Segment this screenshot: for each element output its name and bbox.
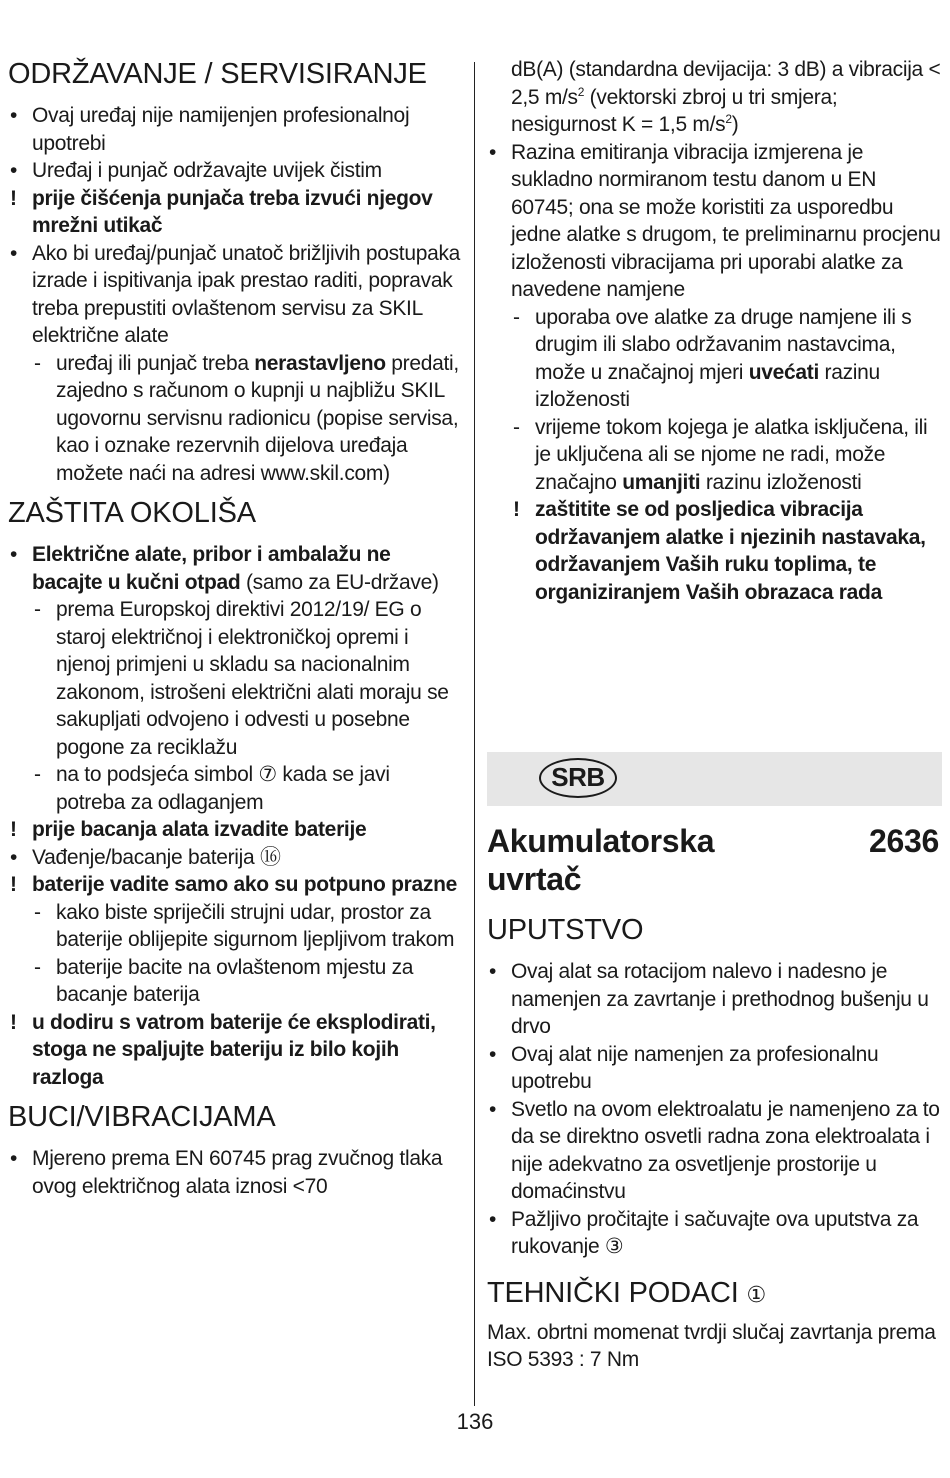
country-badge: SRB — [539, 758, 617, 798]
manual-block — [487, 912, 943, 1374]
bullet-marker: • — [489, 1097, 497, 1121]
bullet-marker: • — [10, 1147, 18, 1170]
bullet-marker: • — [10, 543, 18, 566]
bullet-marker: • — [10, 241, 18, 265]
manual-heading: UPUTSTVO — [487, 914, 644, 946]
list-item: • Mjereno prema EN 60745 prag zvučnog tlaka ovog električnog alata iznosi <70 — [10, 1147, 443, 1198]
sub-item: - na to podsjeća simbol ⑦ kada se javi potreba za odlaganjem — [34, 763, 390, 814]
dash-marker: - — [34, 351, 41, 375]
noise-heading: BUCI/VIBRACIJAMA — [8, 1101, 276, 1133]
list-item: • Razina emitiranja vibracija izmjerena je sukladno normiranom testu danom u EN 60745; ona se može koristiti za usporedbu jedne alatke s drugom, te preliminarnu procjenu izloženosti vibracijama pri uporabi alatke za navedene namjene — [489, 140, 941, 301]
dash-marker: - — [513, 415, 520, 439]
figure-ref: ① — [746, 1281, 766, 1307]
warning-item: ! zaštitite se od posljedica vibracija održavanjem alatke i njezinih nastavaka, održavanjem Vaših ruku toplima, te organiziranjem Vaših obrazaca rada — [513, 498, 926, 604]
list-item: • Pažljivo pročitajte i sačuvajte ova uputstva za rukovanje ③ — [489, 1207, 919, 1258]
environment-heading: ZAŠTITA OKOLIŠA — [8, 497, 256, 529]
bullet-marker: • — [10, 159, 18, 182]
bullet-marker: • — [489, 960, 497, 983]
warning-marker: ! — [513, 498, 520, 521]
list-item: • Ovaj alat sa rotacijom nalevo i nadesno je namenjen za zavrtanje i prethodnog bušenju u drvo — [489, 960, 929, 1038]
left-column — [8, 56, 464, 1200]
dash-marker: - — [34, 900, 41, 924]
maintenance-heading: ODRŽAVANJE / SERVISIRANJE — [8, 58, 427, 90]
dash-marker: - — [513, 305, 520, 329]
sub-item: - uređaj ili punjač treba nerastavljeno predati, zajedno s računom o kupnji u najbližu SKIL ugovornu servisnu radionicu (popise servisa, kao i oznake rezervnih dijelova uređaja možete naći na adresi www.skil.com) — [34, 351, 459, 485]
sub-item: - prema Europskoj direktivi 2012/19/ EG o staroj električnoj i elektroničkoj opremi i njenoj primjeni u skladu sa nacionalnim zakonom, istrošeni električni alati moraju se sakupljati odvojeno i odvesti u posebne pogone za reciklažu — [34, 598, 449, 759]
bullet-marker: • — [10, 104, 18, 127]
warning-item: ! prije čišćenja punjača treba izvući njegov mrežni utikač — [10, 186, 433, 237]
noise-continuation: dB(A) (standardna devijacija: 3 dB) a vibracija < 2,5 $m/s^2$ (vektorski zbroj u tri smjera; nesigurnost K = 1,5 $m/s^2$) — [511, 58, 941, 136]
warning-marker: ! — [10, 186, 17, 210]
page-number: 136 — [456, 1409, 494, 1434]
list-item: • Vađenje/bacanje baterija ⑯ — [8, 844, 464, 872]
warning-item: ! baterije vadite samo ako su potpuno prazne — [8, 871, 464, 899]
product-number: 2636 — [869, 823, 939, 859]
bullet-marker: • — [489, 140, 497, 164]
sub-item: - kako biste spriječili strujni udar, prostor za baterije oblijepite sigurnom ljepljivom trakom — [34, 900, 455, 951]
sub-item: - vrijeme tokom kojega je alatka isključena, ili je uključena ali se njome ne radi, može značajno umanjiti razinu izloženosti — [513, 415, 928, 494]
warning-item: ! u dodiru s vatrom baterije će eksplodirati, stoga ne spaljujte bateriju iz bilo kojih razloga — [10, 1010, 436, 1089]
bullet-marker: • — [489, 1207, 497, 1231]
dash-marker: - — [34, 955, 41, 979]
warning-item: ! prije bacanja alata izvadite baterije — [8, 816, 464, 844]
right-column — [487, 56, 943, 606]
product-name: Akumulatorska uvrtač — [487, 823, 715, 897]
sub-item: - baterije bacite na ovlaštenom mjestu za bacanje baterija — [34, 955, 414, 1006]
list-item: • Električne alate, pribor i ambalažu ne bacajte u kučni otpad (samo za EU-države) — [10, 543, 439, 594]
dash-marker: - — [34, 598, 41, 621]
maintenance-section — [8, 56, 464, 487]
torque-spec: Max. obrtni momenat tvrdji slučaj zavrtanja prema ISO 5393 : 7 Nm — [487, 1320, 936, 1371]
warning-marker: ! — [10, 818, 17, 841]
warning-marker: ! — [10, 1010, 17, 1034]
warning-marker: ! — [10, 873, 17, 896]
noise-section — [8, 1099, 464, 1200]
list-item: • Ovaj uređaj nije namijenjen profesionalnoj upotrebi — [10, 104, 410, 155]
product-title — [487, 822, 939, 898]
list-item: • Ovaj alat nije namenjen za profesionalnu upotrebu — [489, 1042, 879, 1093]
language-band — [487, 752, 942, 806]
list-item: • Svetlo na ovom elektroalatu je namenjeno za to da se direktno osvetli radna zona elektroalata i nije adekvatno za osvetljenje prostorije u domaćinstvu — [489, 1097, 940, 1203]
list-item: • Uređaj i punjač održavajte uvijek čistim — [8, 157, 464, 185]
environment-section — [8, 495, 464, 1091]
sub-item: - uporaba ove alatke za druge namjene ili s drugim ili slabo održavanim nastavcima, može u značajnoj mjeri uvećati razinu izloženosti — [513, 305, 912, 411]
dash-marker: - — [34, 763, 41, 786]
bullet-marker: • — [10, 845, 18, 869]
tech-heading: TEHNIČKI PODACI ① — [487, 1276, 766, 1309]
bullet-marker: • — [489, 1042, 497, 1066]
column-divider — [474, 62, 475, 1406]
list-item: • Ako bi uređaj/punjač unatoč brižljivih postupaka izrade i ispitivanja ipak prestao raditi, popravak treba prepustiti ovlaštenom servisu za SKIL električne alate — [10, 241, 461, 347]
